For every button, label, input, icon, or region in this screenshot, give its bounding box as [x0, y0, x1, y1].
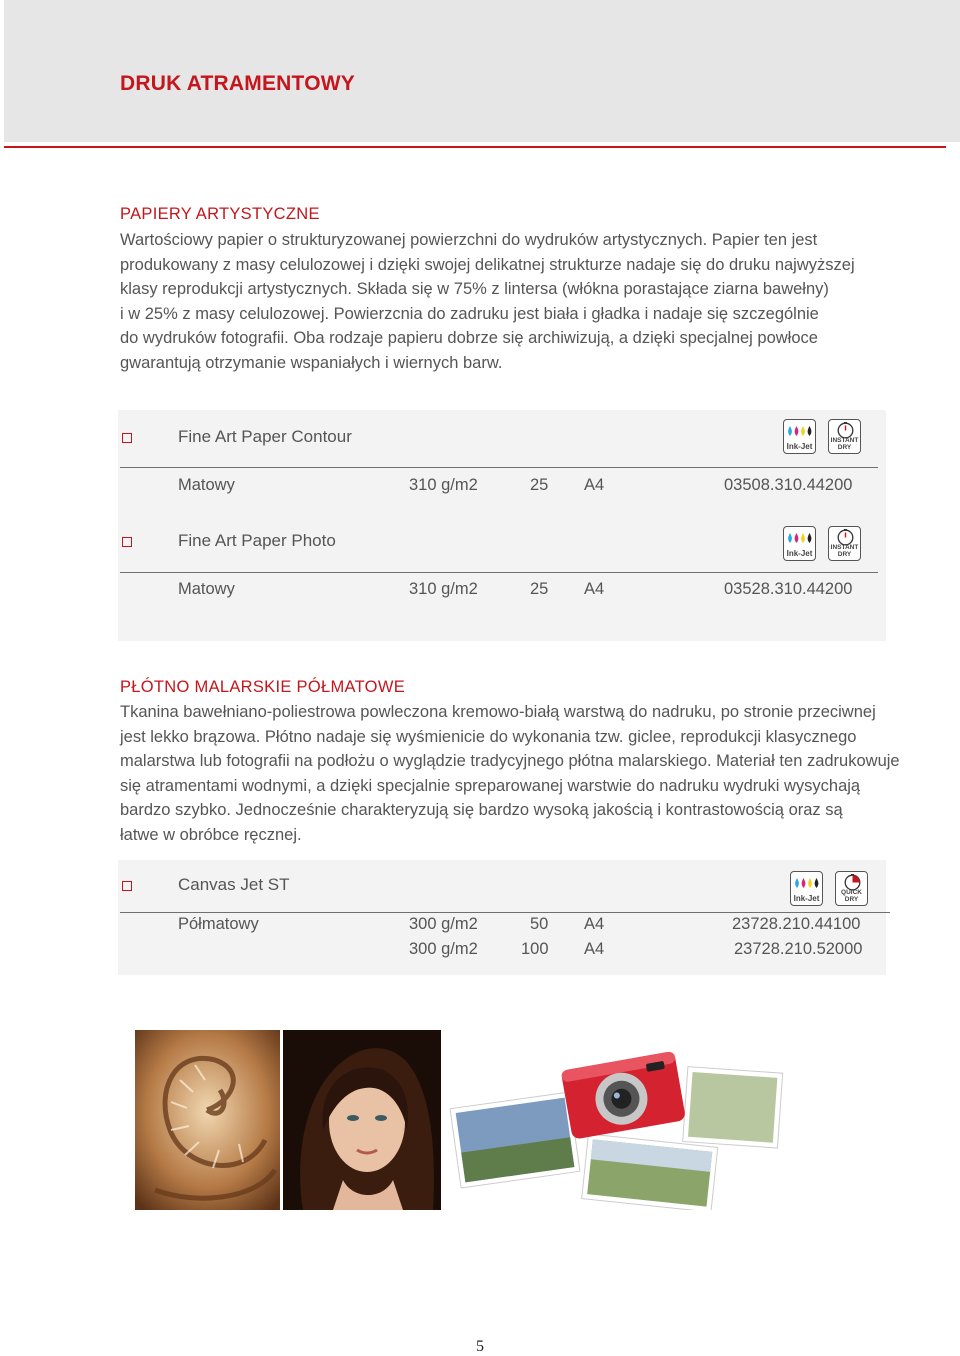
- product-weight: 310 g/m2: [409, 476, 478, 494]
- dry-badge-label: QUICK DRY: [841, 889, 862, 903]
- instant-dry-badge-icon: [828, 526, 861, 561]
- inkjet-badge-label: Ink-Jet: [786, 442, 813, 451]
- quick-dry-badge-icon: [835, 871, 868, 906]
- page-title: DRUK ATRAMENTOWY: [120, 72, 355, 95]
- dry-badge-label: INSTANT DRY: [830, 437, 859, 451]
- spiral-staircase-photo: [135, 1030, 280, 1210]
- product-name: Canvas Jet ST: [178, 875, 290, 894]
- product-divider: [120, 912, 890, 913]
- product-finish: Matowy: [178, 476, 235, 494]
- body-line: Tkanina bawełniano-poliestrowa powleczona kremowo-białą warstwą do nadruku, po stronie przeciwnej: [120, 703, 876, 721]
- product-size: A4: [584, 476, 605, 494]
- bullet-icon: [122, 537, 132, 547]
- product-finish: Półmatowy: [178, 915, 259, 933]
- product-size: A4: [584, 580, 605, 598]
- product-name: Fine Art Paper Photo: [178, 531, 336, 550]
- product-quantity: 50: [530, 915, 549, 933]
- product-quantity: 100: [521, 940, 549, 958]
- product-name: Fine Art Paper Contour: [178, 427, 352, 446]
- inkjet-badge-icon: [783, 419, 816, 454]
- inkjet-badge-icon: [783, 526, 816, 561]
- bullet-icon: [122, 881, 132, 891]
- product-box-art-papers: [118, 410, 886, 641]
- section-title-canvas: PŁÓTNO MALARSKIE PÓŁMATOWE: [120, 678, 405, 696]
- product-weight: 300 g/m2: [409, 940, 478, 958]
- body-line: bardzo szybko. Jednocześnie charakteryzują się bardzo wysoką jakością i kontrastowością oraz są: [120, 801, 843, 819]
- product-weight: 310 g/m2: [409, 580, 478, 598]
- section-title-art-papers: PAPIERY ARTYSTYCZNE: [120, 205, 320, 223]
- product-finish: Matowy: [178, 580, 235, 598]
- body-line: do wydruków fotografii. Oba rodzaje papieru dobrze się archiwizują, a dzięki specjalnej powłoce: [120, 329, 818, 347]
- page-number: 5: [476, 1338, 484, 1355]
- product-code: 23728.210.44100: [732, 915, 861, 933]
- bullet-icon: [122, 433, 132, 443]
- inkjet-badge-label: Ink-Jet: [793, 894, 820, 903]
- body-line: klasy reprodukcji artystycznych. Składa się w 75% z lintersa (włókna porastające ziarna bawełny): [120, 280, 829, 298]
- body-line: łatwe w obróbce ręcznej.: [120, 825, 302, 844]
- camera-prints-photo: [445, 1030, 790, 1210]
- body-line: i w 25% z masy celulozowej. Powierzcnia do zadruku jest biała i gładka i nadaje się szczególnie: [120, 304, 819, 323]
- inkjet-badge-label: Ink-Jet: [786, 549, 813, 558]
- section-body-art-papers: [120, 228, 855, 375]
- product-box-canvas: [118, 860, 886, 975]
- body-line: produkowany z masy celulozowej i dzięki swojej delikatnej strukturze nadaje się do druku najwyższej: [120, 255, 855, 274]
- ink-drops-icon: [794, 877, 820, 889]
- product-divider: [120, 467, 878, 468]
- product-size: A4: [584, 940, 605, 958]
- dry-badge-label: INSTANT DRY: [830, 544, 859, 558]
- product-size: A4: [584, 915, 605, 933]
- product-code: 23728.210.52000: [734, 940, 863, 958]
- body-line: się atramentami wodnymi, a dzięki specjalnie spreparowanej warstwie do nadruku wydruki wysychają: [120, 776, 861, 795]
- product-weight: 300 g/m2: [409, 915, 478, 933]
- portrait-photo: [283, 1030, 441, 1210]
- body-line: Wartościowy papier o strukturyzowanej powierzchni do wydruków artystycznych. Papier ten jest: [120, 231, 818, 249]
- ink-drops-icon: [787, 532, 813, 544]
- product-quantity: 25: [530, 476, 549, 494]
- header-band: [4, 0, 960, 142]
- product-code: 03508.310.44200: [724, 476, 853, 494]
- body-line: jest lekko brązowa. Płótno nadaje się wyśmienicie do wykonania tzw. giclee, reprodukcji klasycznego: [120, 727, 857, 746]
- product-quantity: 25: [530, 580, 549, 598]
- body-line: gwarantują otrzymanie wspaniałych i wiernych barw.: [120, 353, 503, 372]
- header-divider: [4, 146, 946, 148]
- ink-drops-icon: [787, 425, 813, 437]
- product-divider: [120, 572, 878, 573]
- section-body-canvas: [120, 700, 900, 847]
- inkjet-badge-icon: [790, 871, 823, 906]
- product-code: 03528.310.44200: [724, 580, 853, 598]
- body-line: malarstwa lub fotografii na podłożu o wyglądzie tradycyjnego płótna malarskiego. Materiał ten zadrukowuje: [120, 752, 900, 770]
- instant-dry-badge-icon: [828, 419, 861, 454]
